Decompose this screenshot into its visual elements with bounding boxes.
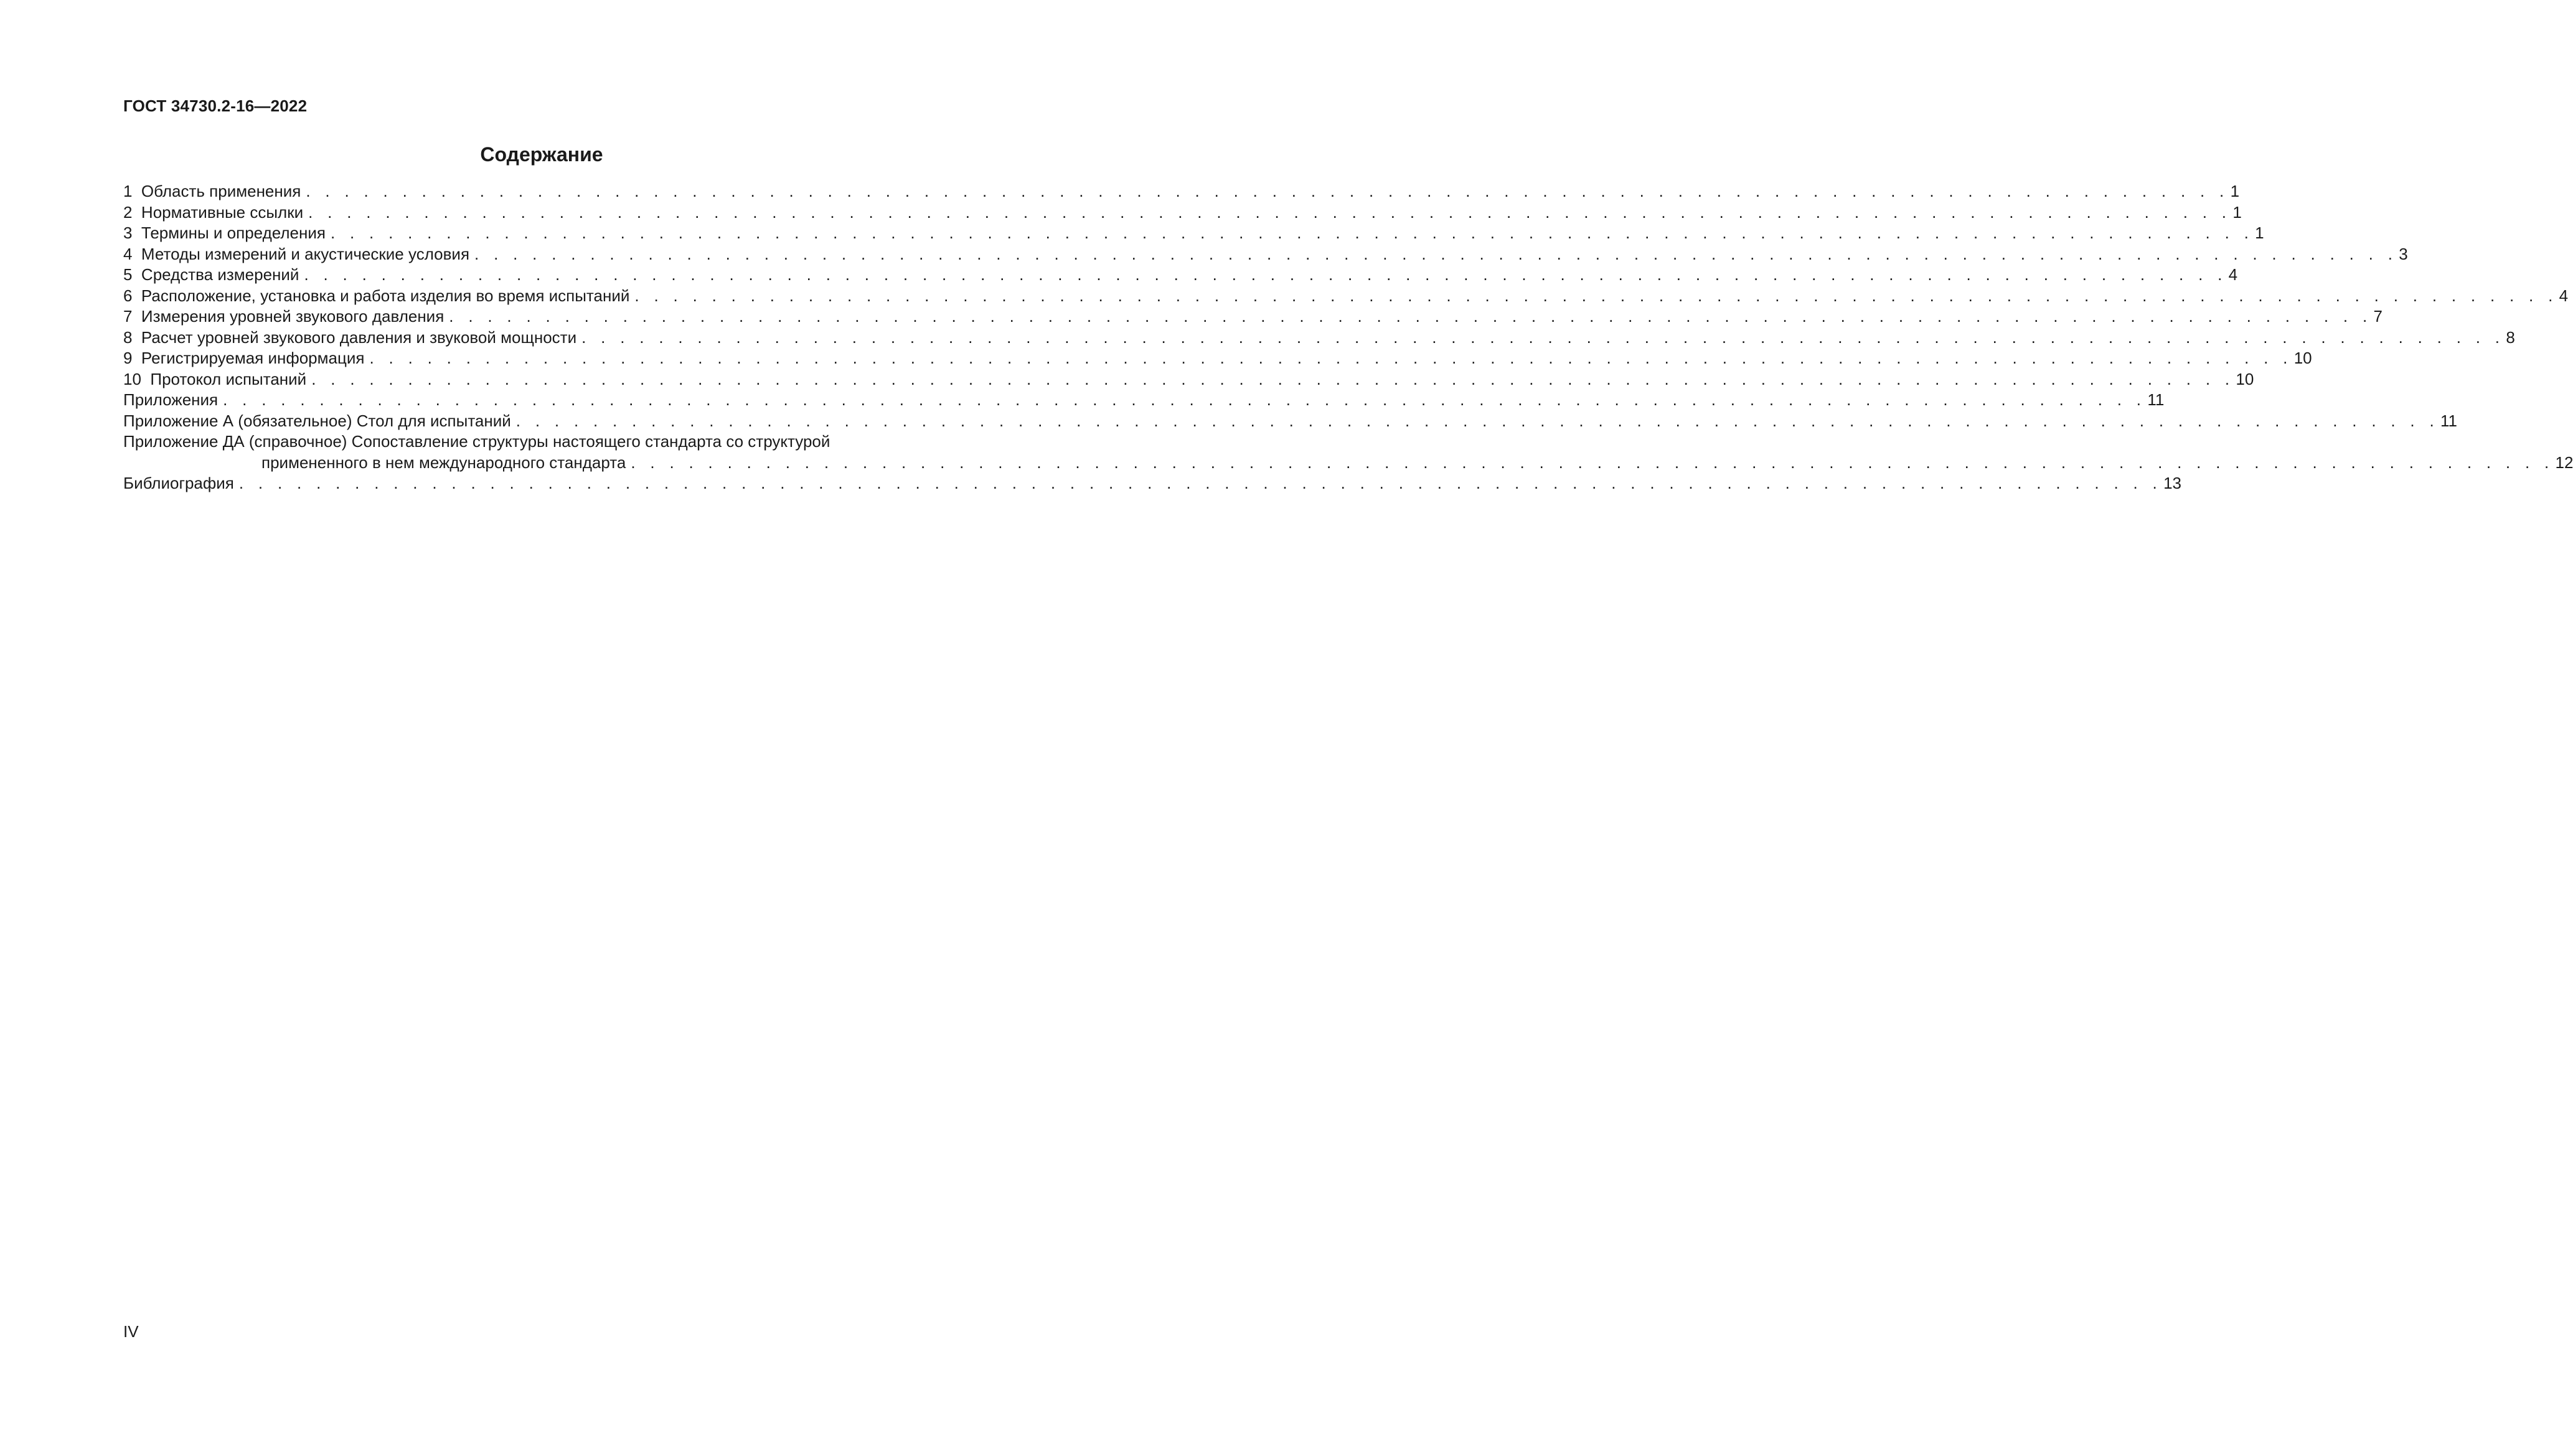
toc-entry-label: Протокол испытаний [150, 369, 307, 388]
dot-leader: . . . . . . . . . . . . . . . . . . . . . . . . . . . . . . . . . . . . . . . . . . . . . . . . . . . . . . . . . . . . . . . . . . . . . . . . . . . . . . . . . . . . . . . . . . . . . . . . . . . . [311, 369, 2235, 388]
toc-entry-annex-da[interactable] [123, 431, 961, 453]
toc-entry-number: 1 [123, 182, 141, 200]
dot-leader: . . . . . . . . . . . . . . . . . . . . . . . . . . . . . . . . . . . . . . . . . . . . . . . . . . . . . . . . . . . . . . . . . . . . . . . . . . . . . . . . . . . . . . . . . . . . . . . . . . . . [308, 202, 2232, 222]
toc-entry-number: 10 [123, 369, 151, 388]
dot-leader: . . . . . . . . . . . . . . . . . . . . . . . . . . . . . . . . . . . . . . . . . . . . . . . . . . . . . . . . . . . . . . . . . . . . . . . . . . . . . . . . . . . . . . . . . . . . . . . . . . . . [306, 182, 2229, 200]
toc-entry-page: 8 [2506, 327, 2515, 347]
toc-entry-calculation[interactable] [123, 327, 2515, 349]
toc-entry-label: Приложение ДА (справочное) Сопоставление структуры настоящего стандарта со структурой [123, 432, 830, 451]
toc-entry-label: Область применения [141, 182, 301, 200]
dot-leader: . . . . . . . . . . . . . . . . . . . . . . . . . . . . . . . . . . . . . . . . . . . . . . . . . . . . . . . . . . . . . . . . . . . . . . . . . . . . . . . . . . . . . . . . . . . . . . . . . . . . [238, 474, 2163, 492]
toc-entry-terms[interactable] [123, 223, 2264, 244]
toc-entry-number: 3 [123, 223, 141, 242]
dot-leader: . . . . . . . . . . . . . . . . . . . . . . . . . . . . . . . . . . . . . . . . . . . . . . . . . . . . . . . . . . . . . . . . . . . . . . . . . . . . . . . . . . . . . . . . . . . . . . . . . . . . [223, 390, 2147, 409]
toc-entry-page: 10 [2236, 369, 2254, 388]
toc-entry-annex-da-continuation[interactable] [123, 453, 2573, 474]
table-of-contents [123, 181, 2573, 494]
toc-entry-page: 3 [2399, 244, 2408, 263]
dot-leader: . . . . . . . . . . . . . . . . . . . . . . . . . . . . . . . . . . . . . . . . . . . . . . . . . . . . . . . . . . . . . . . . . . . . . . . . . . . . . . . . . . . . . . . . . . . . . . . . . . . . [515, 411, 2439, 430]
toc-entry-page: 1 [2232, 202, 2242, 222]
toc-entry-page: 1 [2255, 223, 2264, 242]
toc-entry-number: 5 [123, 265, 141, 284]
dot-leader: . . . . . . . . . . . . . . . . . . . . . . . . . . . . . . . . . . . . . . . . . . . . . . . . . . . . . . . . . . . . . . . . . . . . . . . . . . . . . . . . . . . . . . . . . . . . . . . . . . . . [330, 223, 2254, 242]
toc-entry-number: 2 [123, 202, 141, 222]
toc-entry-recorded-info[interactable] [123, 348, 2312, 369]
dot-leader: . . . . . . . . . . . . . . . . . . . . . . . . . . . . . . . . . . . . . . . . . . . . . . . . . . . . . . . . . . . . . . . . . . . . . . . . . . . . . . . . . . . . . . . . . . . . . . . . . . . . [631, 453, 2554, 472]
toc-entry-page: 12 [2555, 453, 2573, 472]
toc-entry-test-report[interactable] [123, 369, 2254, 390]
toc-entry-number: 8 [123, 327, 141, 347]
toc-entry-label: Приложения [123, 390, 219, 409]
toc-entry-page: 13 [2163, 474, 2181, 492]
toc-entry-label: Приложение А (обязательное) Стол для испытаний [123, 411, 511, 430]
toc-entry-normative-references[interactable] [123, 202, 2242, 223]
toc-entry-instruments[interactable] [123, 265, 2238, 286]
toc-entry-page: 11 [2147, 390, 2165, 409]
toc-entry-number: 9 [123, 349, 141, 367]
toc-entry-page: 11 [2440, 411, 2457, 430]
page-number: IV [123, 1322, 139, 1341]
toc-entry-label: Измерения уровней звукового давления [141, 307, 445, 326]
toc-entry-number: 7 [123, 307, 141, 326]
toc-title: Содержание [480, 143, 603, 166]
toc-entry-label: Расчет уровней звукового давления и звуковой мощности [141, 327, 577, 347]
toc-entry-page: 4 [2559, 286, 2569, 305]
toc-entry-annex-a[interactable] [123, 411, 2457, 432]
toc-entry-scope[interactable] [123, 181, 2240, 202]
document-code: ГОСТ 34730.2-16—2022 [123, 96, 308, 115]
toc-entry-label: Регистрируемая информация [141, 349, 365, 367]
toc-entry-methods[interactable] [123, 244, 2408, 265]
toc-entry-number: 4 [123, 244, 141, 263]
dot-leader: . . . . . . . . . . . . . . . . . . . . . . . . . . . . . . . . . . . . . . . . . . . . . . . . . . . . . . . . . . . . . . . . . . . . . . . . . . . . . . . . . . . . . . . . . . . . . . . . . . . . [369, 349, 2293, 367]
toc-entry-annexes[interactable] [123, 390, 2165, 411]
toc-entry-label: Методы измерений и акустические условия [141, 244, 470, 263]
dot-leader: . . . . . . . . . . . . . . . . . . . . . . . . . . . . . . . . . . . . . . . . . . . . . . . . . . . . . . . . . . . . . . . . . . . . . . . . . . . . . . . . . . . . . . . . . . . . . . . . . . . . [304, 265, 2227, 284]
toc-entry-label: Расположение, установка и работа изделия во время испытаний [141, 286, 630, 305]
toc-entry-number: 6 [123, 286, 141, 305]
toc-entry-measurements[interactable] [123, 306, 2382, 327]
dot-leader: . . . . . . . . . . . . . . . . . . . . . . . . . . . . . . . . . . . . . . . . . . . . . . . . . . . . . . . . . . . . . . . . . . . . . . . . . . . . . . . . . . . . . . . . . . . . . . . . . . . . [474, 244, 2398, 263]
toc-entry-bibliography[interactable] [123, 473, 2181, 494]
toc-entry-page: 4 [2228, 265, 2238, 284]
dot-leader: . . . . . . . . . . . . . . . . . . . . . . . . . . . . . . . . . . . . . . . . . . . . . . . . . . . . . . . . . . . . . . . . . . . . . . . . . . . . . . . . . . . . . . . . . . . . . . . . . . . . [634, 286, 2558, 305]
toc-entry-page: 10 [2293, 349, 2312, 367]
dot-leader: . . . . . . . . . . . . . . . . . . . . . . . . . . . . . . . . . . . . . . . . . . . . . . . . . . . . . . . . . . . . . . . . . . . . . . . . . . . . . . . . . . . . . . . . . . . . . . . . . . . . [449, 307, 2373, 326]
toc-entry-page: 1 [2230, 182, 2240, 200]
toc-entry-page: 7 [2373, 307, 2382, 326]
toc-entry-installation[interactable] [123, 286, 2569, 307]
toc-entry-label: Средства измерений [141, 265, 299, 284]
toc-entry-label-continuation: примененного в нем международного стандарта [261, 453, 626, 472]
toc-entry-label: Термины и определения [141, 223, 326, 242]
dot-leader: . . . . . . . . . . . . . . . . . . . . . . . . . . . . . . . . . . . . . . . . . . . . . . . . . . . . . . . . . . . . . . . . . . . . . . . . . . . . . . . . . . . . . . . . . . . . . . . . . . . . [581, 327, 2505, 347]
toc-entry-label: Библиография [123, 474, 234, 492]
toc-entry-label: Нормативные ссылки [141, 202, 304, 222]
